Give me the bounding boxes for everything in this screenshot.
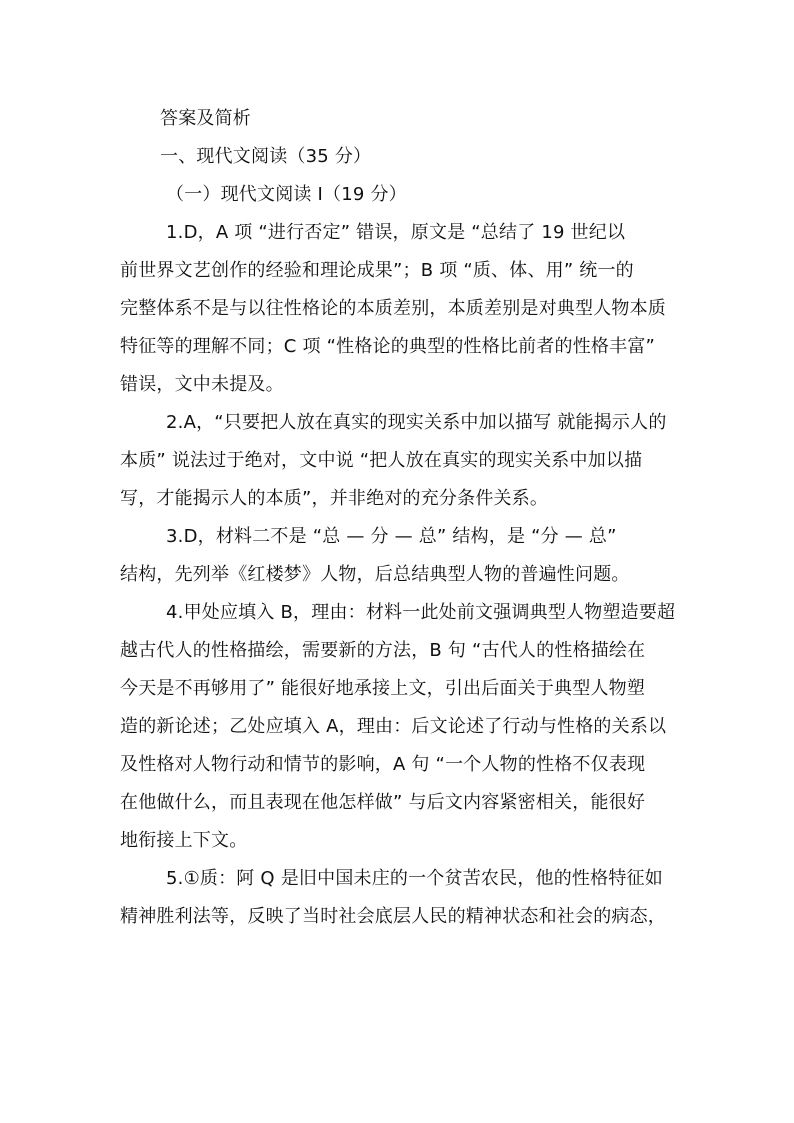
answer-title: 答案及简析 (160, 108, 251, 129)
answer-2-line-1: 2.A，“只要把人放在真实的现实关系中加以描写 就能揭示人的 (166, 412, 667, 433)
answer-1-line-5: 错误，文中未提及。 (120, 374, 284, 395)
answer-4-line-1: 4.甲处应填入 B，理由：材料一此处前文强调典型人物塑造要超 (166, 602, 676, 623)
answer-5-line-1: 5.①质：阿 Q 是旧中国未庄的一个贫苦农民，他的性格特征如 (166, 868, 663, 889)
answer-1-line-4: 特征等的理解不同；C 项 “性格论的典型的性格比前者的性格丰富” (120, 336, 656, 357)
answer-4-line-4: 造的新论述；乙处应填入 A，理由：后文论述了行动与性格的关系以 (120, 716, 667, 737)
answer-5-line-2: 精神胜利法等，反映了当时社会底层人民的精神状态和社会的病态， (120, 906, 666, 927)
answer-4-line-6: 在他做什么，而且表现在他怎样做” 与后文内容紧密相关，能很好 (120, 792, 646, 813)
section-heading: 一、现代文阅读（35 分） (160, 146, 372, 167)
answer-3-line-1: 3.D，材料二不是 “总 — 分 — 总” 结构，是 “分 — 总” (166, 526, 617, 547)
subsection-heading: （一）现代文阅读 I（19 分） (166, 184, 407, 205)
answer-2-line-3: 写，才能揭示人的本质”，并非绝对的充分条件关系。 (120, 488, 549, 509)
answer-1-line-2: 前世界文艺创作的经验和理论成果”；B 项 “质、体、用” 统一的 (120, 260, 634, 281)
answer-4-line-2: 越古代人的性格描绘，需要新的方法，B 句 “古代人的性格描绘在 (120, 640, 646, 661)
answer-4-line-7: 地衔接上下文。 (120, 830, 248, 851)
answer-4-line-5: 及性格对人物行动和情节的影响，A 句 “一个人物的性格不仅表现 (120, 754, 646, 775)
answer-2-line-2: 本质” 说法过于绝对，文中说 “把人放在真实的现实关系中加以描 (120, 450, 643, 471)
answer-3-line-2: 结构，先列举《红楼梦》人物，后总结典型人物的普遍性问题。 (120, 564, 630, 585)
answer-1-line-1: 1.D，A 项 “进行否定” 错误，原文是 “总结了 19 世纪以 (166, 222, 626, 243)
answer-1-line-3: 完整体系不是与以往性格论的本质差别，本质差别是对典型人物本质 (120, 298, 666, 319)
answer-text-block (120, 100, 686, 936)
answer-4-line-3: 今天是不再够用了” 能很好地承接上文，引出后面关于典型人物塑 (120, 678, 646, 699)
